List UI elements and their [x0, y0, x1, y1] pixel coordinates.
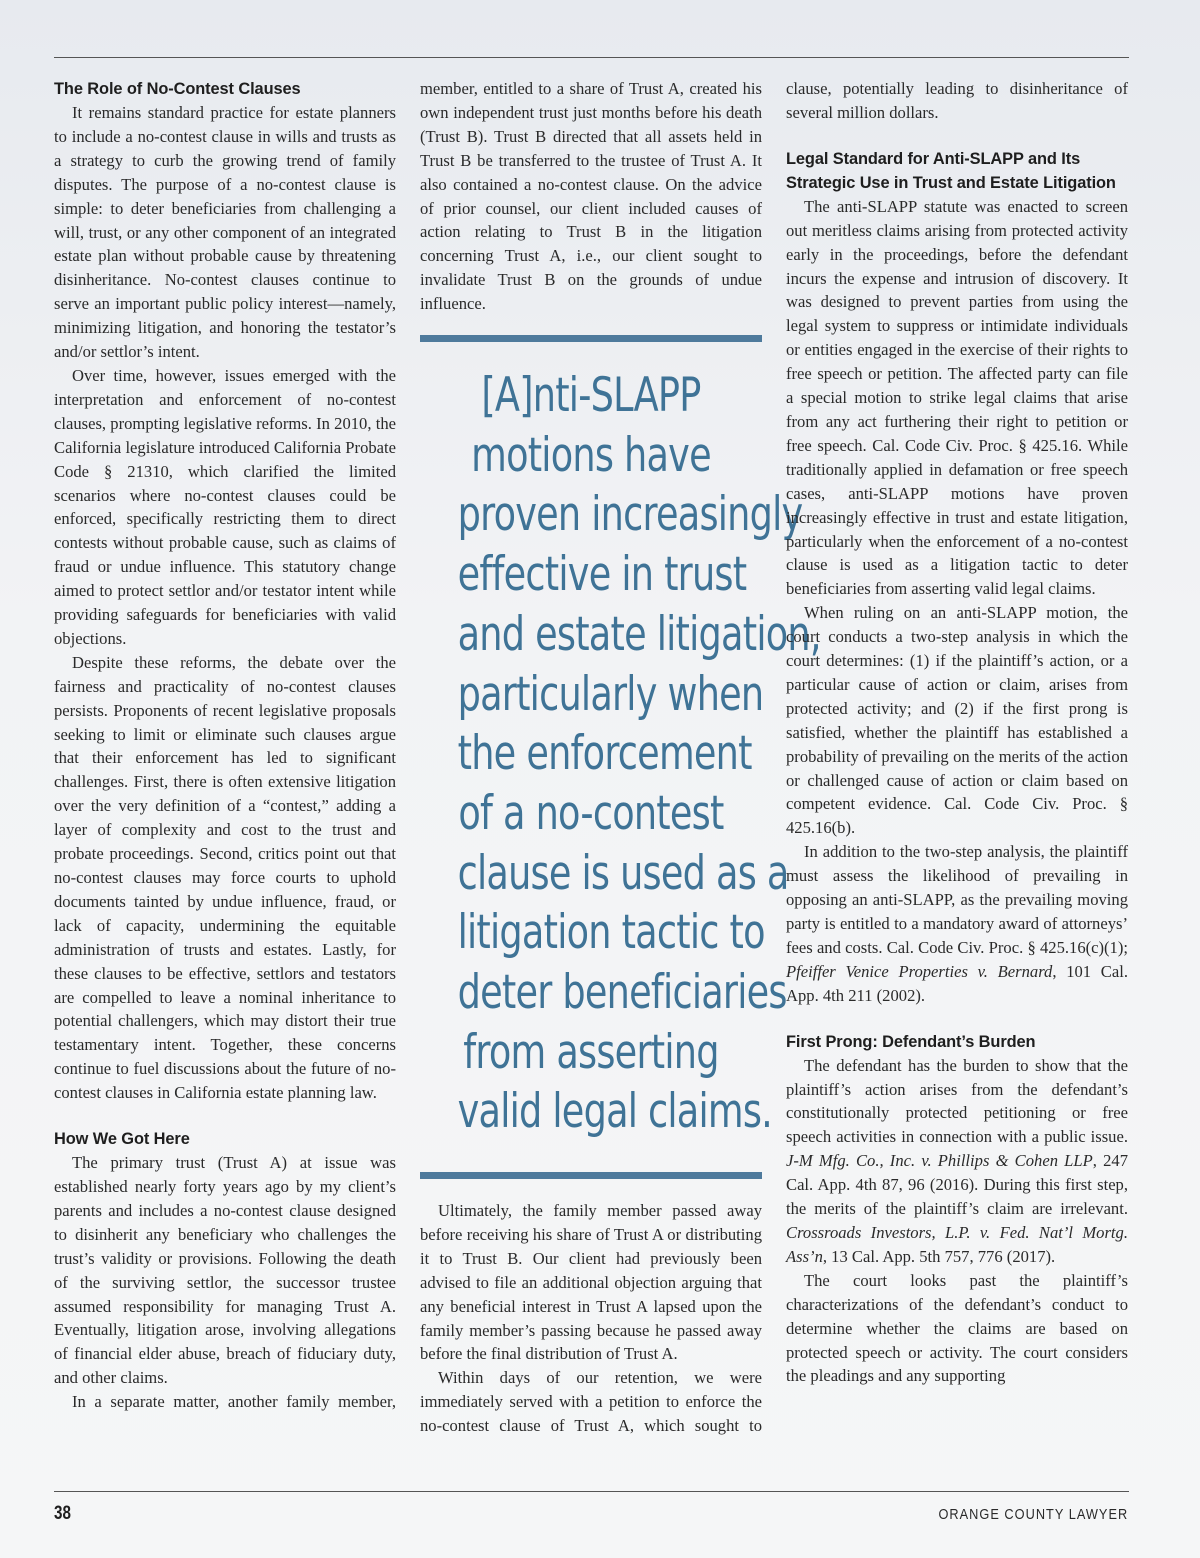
column-middle-top: [420, 77, 762, 316]
pull-quote-line: of a no-contest: [458, 785, 724, 841]
text-run: , 101 Cal. App. 4th 211 (2002).: [786, 961, 1128, 1005]
paragraph: Ultimately, the family member passed away before receiving his share of Trust A or distributing it to Trust B. Our client had previously been advised to file an additional objection arguing that any beneficial interest in Trust A lapsed upon the family member’s passing because he passed away before the final distribution of Trust A.: [420, 1201, 762, 1364]
pull-quote: [457, 366, 821, 1142]
paragraph: In a separate matter, another family member,: [72, 1392, 396, 1412]
bottom-rule: [54, 1491, 1129, 1492]
pull-quote-bottom-rule: [420, 1172, 762, 1179]
paragraph: When ruling on an anti-SLAPP motion, the court conducts a two-step analysis in which the court determines: (1) if the plaintiff’s action, or a particular cause of action or claim, arises from protected activity; and (2) if the first prong is satisfied, whether the plaintiff has established a probability of prevailing on the merits of the action or challenged cause of action or claim based on competent evidence. Cal. Code Civ. Proc. § 425.16(b).: [786, 603, 1128, 838]
paragraph: Despite these reforms, the debate over the fairness and practicality of no-contest clauses persists. Proponents of recent legislative proposals seeking to limit or eliminate such clauses argue that their enforcement has led to significant challenges. First, there is often extensive litigation over the very definition of a “contest,” adding a layer of complexity and cost to the trust and probate proceedings. Second, critics point out that no-contest clauses may force courts to uphold documents tainted by undue influence, fraud, or lack of capacity, undermining the equitable administration of trusts and estates. Lastly, for these clauses to be effective, settlors and testators are compelled to leave a nominal inheritance to potential challengers, which may distort their true testamentary intent. Together, these concerns continue to fuel discussions about the future of no-contest clauses in California estate planning law.: [54, 652, 396, 1103]
pull-quote-line: valid legal claims.: [457, 1084, 773, 1140]
pull-quote-top-rule: [420, 335, 762, 342]
heading-how-we-got-here: How We Got Here: [54, 1130, 190, 1149]
case-citation: Crossroads Investors, L.P. v. Fed. Nat’l Mortg. Ass’n: [786, 1222, 1128, 1266]
pull-quote-line: the enforcement: [457, 726, 752, 782]
text-run: , 13 Cal. App. 5th 757, 776 (2017).: [822, 1246, 1056, 1266]
column-middle-bottom: [420, 1199, 762, 1438]
top-rule: [54, 57, 1129, 58]
publication-name: ORANGE COUNTY LAWYER: [938, 1506, 1128, 1523]
page-number: 38: [54, 1503, 71, 1524]
pull-quote-line: and estate litigation,: [457, 606, 821, 662]
pull-quote-line: deter beneficiaries: [457, 965, 787, 1021]
pull-quote-line: litigation tactic to: [457, 905, 765, 961]
case-citation: Pfeiffer Venice Properties v. Bernard: [786, 961, 1053, 981]
pull-quote-line: proven increasingly: [457, 487, 803, 543]
heading-role-of-no-contest: The Role of No-Contest Clauses: [54, 80, 301, 98]
pull-quote-line: effective in trust: [457, 547, 747, 603]
paragraph: Within days of our retention, we were immediately served with a petition to enforce the no-contest clause of Trust A, which sought to: [420, 1368, 762, 1436]
pull-quote-line: [A]nti-SLAPP: [481, 368, 701, 423]
paragraph: Over time, however, issues emerged with the interpretation and enforcement of no-contest clauses, prompting legislative reforms. In 2010, the California legislature introduced California Probate Code § 21310, which clarified the limited scenarios where no-contest clauses could be enforced, specifically restricting them to direct contests without probable cause, such as claims of fraud or undue influence. This statutory change aimed to protect settlor and/or testator intent while providing safeguards for beneficiaries with valid objections.: [54, 365, 396, 648]
pull-quote-line: clause is used as a: [457, 845, 789, 901]
paragraph: The court looks past the plaintiff’s characterizations of the defendant’s conduct to determine whether the claims are based on protected speech or activity. The court considers the pleadings and any supporting: [786, 1270, 1128, 1386]
text-run: The defendant has the burden to show that the plaintiff’s action arises from the defendant’s constitutionally protected petitioning or free speech activities in connection with a public issue.: [786, 1055, 1128, 1147]
column-left: [54, 77, 396, 1414]
pull-quote-line: from asserting: [463, 1024, 719, 1080]
paragraph: [786, 840, 1128, 1007]
heading-first-prong: First Prong: Defendant’s Burden: [786, 1032, 1036, 1051]
column-right: [786, 77, 1128, 1388]
pull-quote-line: particularly when: [457, 666, 764, 722]
paragraph-continued: clause, potentially leading to disinheritance of several million dollars.: [786, 79, 1128, 122]
paragraph: The primary trust (Trust A) at issue was established nearly forty years ago by my client’s parents and includes a no-contest clause designed to disinherit any beneficiary who challenges the trust’s validity or provisions. Following the death of the surviving settlor, the successor trustee assumed responsibility for managing Trust A. Eventually, litigation arose, involving allegations of financial elder abuse, breach of fiduciary duty, and other claims.: [54, 1153, 396, 1388]
paragraph-continued: member, entitled to a share of Trust A, created his own independent trust just months before his death (Trust B). Trust B directed that all assets held in Trust B be transferred to the trustee of Trust A. It also contained a no-contest clause. On the advice of prior counsel, our client included causes of action relating to Trust B in the litigation concerning Trust A, i.e., our client sought to invalidate Trust B on the grounds of undue influence.: [420, 79, 762, 314]
heading-legal-standard: Legal Standard for Anti-SLAPP and Its Strategic Use in Trust and Estate Litigation: [786, 149, 1116, 192]
pull-quote-line: motions have: [471, 427, 711, 483]
text-run: , 247 Cal. App. 4th 87, 96 (2016). During this first step, the merits of the plaintiff’s claim are irrelevant.: [786, 1151, 1129, 1219]
paragraph: [786, 1054, 1128, 1269]
paragraph: The anti-SLAPP statute was enacted to screen out meritless claims arising from protected activity early in the proceedings, before the defendant incurs the expense and intrusion of discovery. It was designed to prevent parties from using the legal system to suppress or intimidate individuals or entities engaged in the exercise of their rights to free speech or petition. The affected party can file a special motion to strike legal claims that arise from any act furthering their right to petition or free speech. Cal. Code Civ. Proc. § 425.16. While traditionally applied in defamation or free speech cases, anti-SLAPP motions have proven increasingly effective in trust and estate litigation, particularly when the enforcement of a no-contest clause is used as a litigation tactic to deter beneficiaries from asserting valid legal claims.: [786, 196, 1128, 599]
text-run: In addition to the two-step analysis, the plaintiff must assess the likelihood of prevailing in opposing an anti-SLAPP, as the prevailing moving party is entitled to a mandatory award of attorneys’ fees and costs. Cal. Code Civ. Proc. § 425.16(c)(1);: [786, 842, 1128, 957]
paragraph: It remains standard practice for estate planners to include a no-contest clause in wills and trusts as a strategy to curb the growing trend of family disputes. The purpose of a no-contest clause is simple: to deter beneficiaries from challenging a will, trust, or any other component of an integrated estate plan without probable cause by threatening disinheritance. No-contest clauses continue to serve an important public policy interest—namely, minimizing litigation, and honoring the testator’s and/or settlor’s intent.: [54, 103, 396, 362]
case-citation: J-M Mfg. Co., Inc. v. Phillips & Cohen LLP: [786, 1151, 1093, 1171]
